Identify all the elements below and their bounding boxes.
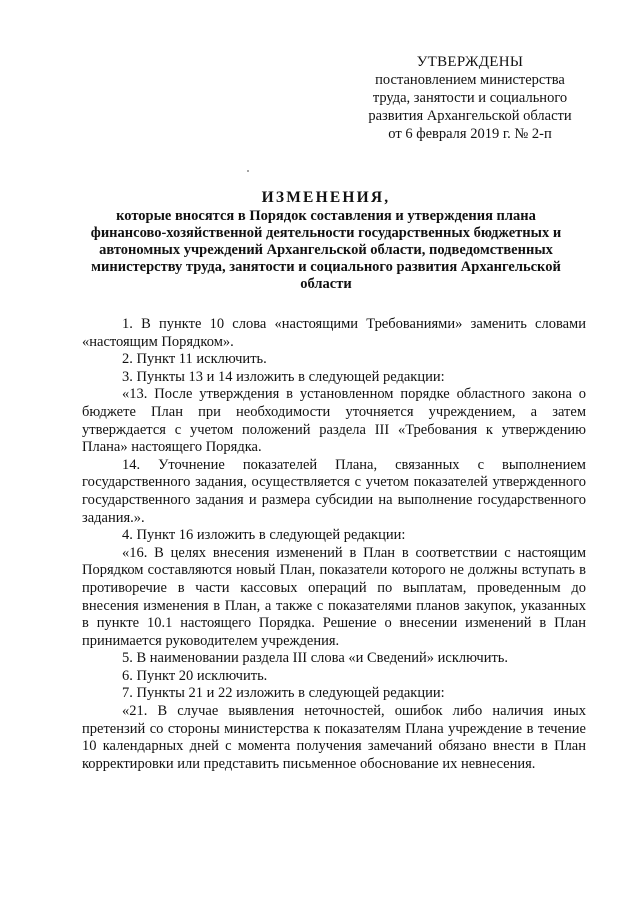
approval-stamp — [350, 53, 590, 143]
document-body — [82, 316, 586, 773]
paragraph: 1. В пункте 10 слова «настоящими Требованиями» заменить словами «настоящим Порядком». — [82, 316, 586, 350]
paragraph: 2. Пункт 11 исключить. — [122, 351, 267, 368]
paragraph: «16. В целях внесения изменений в План в соответствии с настоящим Порядком составляются новый План, показатели которого не должны вступать в противоречие в части кассовых операций по выплатам, проведенным до внесения изменения в План, а также с показателями планов закупок, указанных в пункте 10.1 настоящего Порядка. Решение о внесении изменений в План принимается руководителем учреждения. — [82, 544, 586, 649]
approval-line: постановлением министерства — [375, 72, 565, 88]
document-subtitle: которые вносятся в Порядок составления и утверждения плана финансово-хозяйственной деятельности государственных бюджетных и автономных учреждений Архангельской области, подведомственных министерству труда, занятости и социального развития Архангельской области — [90, 208, 562, 292]
document-title: ИЗМЕНЕНИЯ, — [261, 189, 391, 206]
approval-line: развития Архангельской области — [368, 108, 572, 124]
document-heading — [80, 188, 572, 293]
paragraph: 5. В наименовании раздела III слова «и Сведений» исключить. — [122, 650, 509, 667]
paragraph: «13. После утверждения в установленном порядке областного закона о бюджете План при необходимости уточняется учреждением, а затем утверждается с учетом положений раздела III «Требования к утверждению Плана» настоящего Порядка. — [82, 386, 586, 456]
approval-date-line: от 6 февраля 2019 г. № 2-п — [388, 126, 552, 142]
approval-heading: УТВЕРЖДЕНЫ — [416, 54, 524, 70]
approval-line: труда, занятости и социального — [372, 90, 568, 106]
scan-speck — [247, 170, 249, 172]
paragraph: 6. Пункт 20 исключить. — [122, 667, 268, 684]
paragraph: 4. Пункт 16 изложить в следующей редакции: — [122, 527, 406, 544]
paragraph: 7. Пункты 21 и 22 изложить в следующей редакции: — [122, 685, 445, 702]
paragraph: «21. В случае выявления неточностей, ошибок либо наличия иных претензий со стороны министерства к показателям Плана учреждение в течение 10 календарных дней с момента получения замечаний обязано внести в План корректировки или представить письменное обоснование их невнесения. — [82, 703, 586, 772]
paragraph: 3. Пункты 13 и 14 изложить в следующей редакции: — [122, 368, 445, 385]
paragraph: 14. Уточнение показателей Плана, связанных с выполнением государственного задания, осуществляется с учетом показателей утвержденного государственного задания и размера субсидии на выполнение государственного задания.». — [82, 456, 586, 526]
